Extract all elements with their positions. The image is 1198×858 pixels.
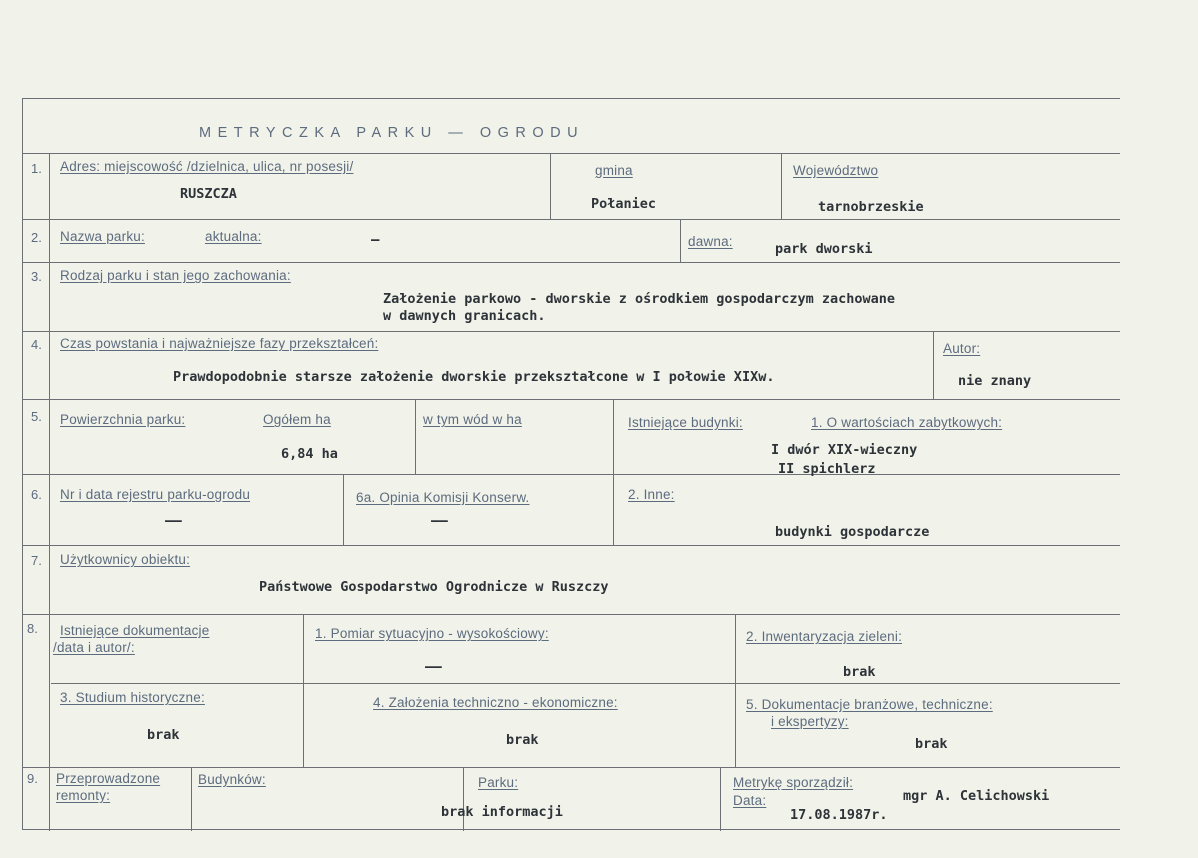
- conservation-opinion-label: 6a. Opinia Komisji Konserw.: [356, 490, 530, 505]
- rule-6: [23, 474, 1120, 475]
- address-label: Adres: miejscowość /dzielnica, ulica, nr posesji/: [60, 159, 354, 174]
- monument-buildings-label: 1. O wartościach zabytkowych:: [811, 415, 1003, 430]
- divider: [735, 614, 736, 767]
- row-number-8: 8.: [27, 621, 38, 636]
- row-number-7: 7.: [31, 553, 42, 568]
- rule-5: [23, 399, 1120, 400]
- rule-7: [23, 545, 1120, 546]
- park-name-label: Nazwa parku:: [60, 229, 145, 244]
- other-buildings-label: 2. Inne:: [628, 487, 675, 502]
- register-value: ——: [165, 513, 182, 529]
- area-label: Powierzchnia parku:: [60, 412, 186, 427]
- row-number-1: 1.: [31, 161, 42, 176]
- divider: [463, 767, 464, 831]
- park-record-card: [22, 98, 1120, 830]
- row-number-6: 6.: [31, 487, 42, 502]
- divider: [415, 399, 416, 474]
- rule-8b: [51, 683, 1120, 684]
- survey-label: 1. Pomiar sytuacyjno - wysokościowy:: [315, 626, 549, 641]
- rule-8: [23, 614, 1120, 615]
- address-value: RUSZCZA: [180, 186, 237, 202]
- divider: [680, 219, 681, 262]
- technical-economic-label: 4. Założenia techniczno - ekonomiczne:: [373, 695, 618, 710]
- voivodeship-label: Województwo: [793, 163, 879, 178]
- divider: [191, 767, 192, 831]
- rule-2: [23, 219, 1120, 220]
- divider: [720, 767, 721, 831]
- row-number-5: 5.: [31, 409, 42, 424]
- park-type-value-line1: Założenie parkowo - dworskie z ośrodkiem gospodarczym zachowane: [383, 291, 896, 307]
- rule-1: [23, 153, 1120, 154]
- branch-documentation-label-line1: 5. Dokumentacje branżowe, techniczne:: [746, 697, 993, 712]
- current-name-value: —: [371, 232, 380, 248]
- other-buildings-value: budynki gospodarcze: [775, 524, 930, 540]
- date-value: 17.08.1987r.: [790, 807, 888, 823]
- rule-3: [23, 262, 1120, 263]
- date-label: Data:: [733, 793, 767, 808]
- historical-study-value: brak: [147, 727, 180, 743]
- form-title: METRYCZKA PARKU — OGRODU: [199, 125, 585, 141]
- historical-study-label: 3. Studium historyczne:: [60, 690, 205, 705]
- survey-value: ——: [425, 659, 442, 675]
- former-name-value: park dworski: [775, 241, 873, 257]
- rule-9: [23, 767, 1120, 768]
- divider: [343, 474, 344, 545]
- divider: [303, 614, 304, 767]
- gmina-value: Połaniec: [591, 196, 657, 212]
- row-number-9: 9.: [27, 771, 38, 786]
- divider: [933, 331, 934, 399]
- row-number-3: 3.: [31, 269, 42, 284]
- park-type-label: Rodzaj parku i stan jego zachowania:: [60, 268, 291, 283]
- history-phases-value: Prawdopodobnie starsze założenie dworskie przekształcone w I połowie XIXw.: [173, 369, 775, 385]
- branch-documentation-label-line2: i ekspertyzy:: [771, 714, 849, 729]
- technical-economic-value: brak: [506, 732, 539, 748]
- documentation-label-line2: /data i autor/:: [53, 640, 135, 655]
- branch-documentation-value: brak: [915, 736, 948, 752]
- documentation-label-line1: Istniejące dokumentacje: [60, 623, 210, 638]
- park-type-value-line2: w dawnych granicach.: [383, 308, 546, 324]
- register-label: Nr i data rejestru parku-ogrodu: [60, 487, 251, 502]
- building-2-value: II spichlerz: [778, 461, 876, 477]
- park-repairs-value: brak informacji: [441, 804, 563, 820]
- repairs-label-line2: remonty:: [56, 788, 111, 803]
- former-name-label: dawna:: [688, 234, 733, 249]
- users-label: Użytkownicy obiektu:: [60, 552, 191, 567]
- existing-buildings-label: Istniejące budynki:: [628, 415, 743, 430]
- rule-4: [23, 331, 1120, 332]
- divider: [613, 399, 614, 474]
- building-1-value: I dwór XIX-wieczny: [771, 442, 918, 458]
- users-value: Państwowe Gospodarstwo Ogrodnicze w Ruszczy: [259, 579, 609, 595]
- repairs-label-line1: Przeprowadzone: [56, 771, 161, 786]
- buildings-repairs-label: Budynków:: [198, 772, 266, 787]
- author-label: Autor:: [943, 341, 981, 356]
- total-area-value: 6,84 ha: [281, 446, 338, 462]
- compiled-by-label: Metrykę sporządził:: [733, 775, 854, 790]
- row-number-2: 2.: [31, 230, 42, 245]
- divider: [550, 153, 551, 219]
- author-value: nie znany: [958, 373, 1032, 389]
- water-area-label: w tym wód w ha: [423, 412, 522, 427]
- divider: [781, 153, 782, 219]
- greenery-inventory-value: brak: [843, 664, 876, 680]
- total-area-label: Ogółem ha: [263, 412, 331, 427]
- divider: [613, 474, 614, 545]
- gmina-label: gmina: [595, 163, 633, 178]
- greenery-inventory-label: 2. Inwentaryzacja zieleni:: [746, 629, 903, 644]
- conservation-opinion-value: ——: [431, 513, 448, 529]
- voivodeship-value: tarnobrzeskie: [818, 199, 924, 215]
- park-repairs-label: Parku:: [478, 775, 519, 790]
- history-phases-label: Czas powstania i najważniejsze fazy przekształceń:: [60, 336, 379, 351]
- current-name-label: aktualna:: [205, 229, 262, 244]
- number-column-divider: [49, 153, 50, 831]
- row-number-4: 4.: [31, 337, 42, 352]
- compiled-by-value: mgr A. Celichowski: [903, 788, 1050, 804]
